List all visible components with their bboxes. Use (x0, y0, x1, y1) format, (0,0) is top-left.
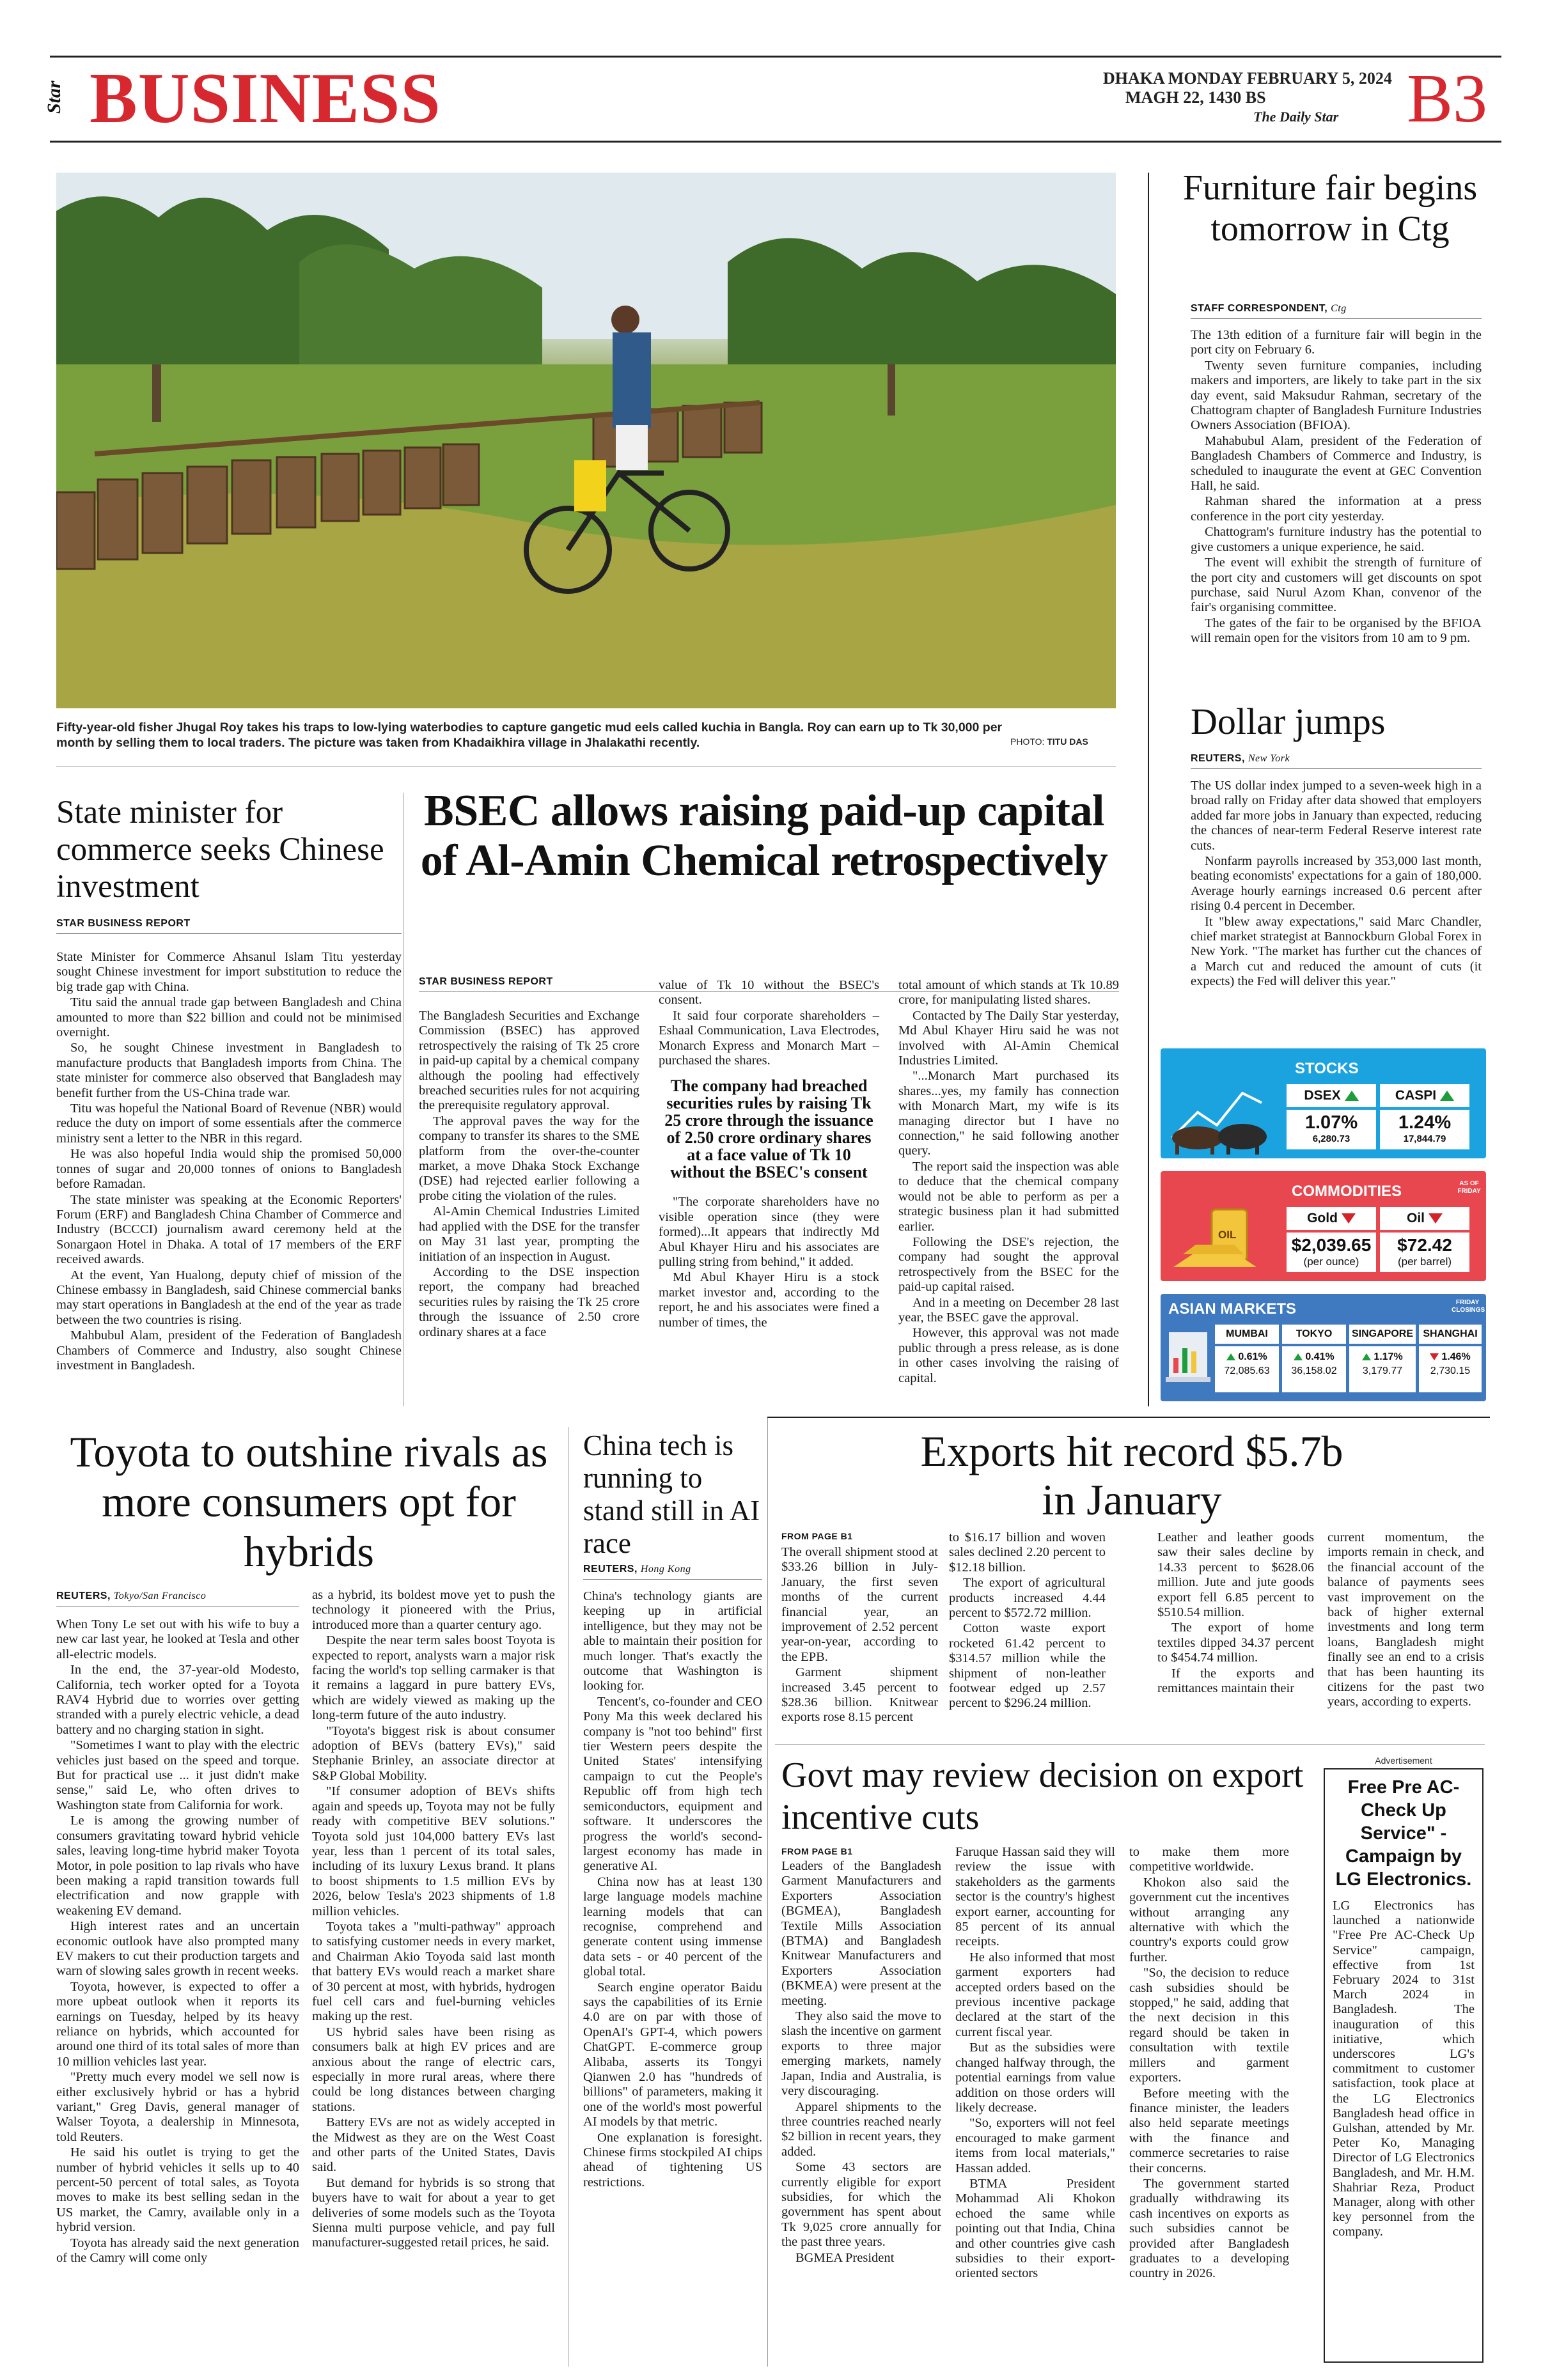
exports-from: FROM PAGE B1 (781, 1531, 853, 1541)
photo-credit-label: PHOTO: (1010, 736, 1047, 747)
paragraph: He also informed that most garment exporters had accepted orders based on the previous incentive package declared at the start of the current fiscal year. (955, 1950, 1115, 2039)
paragraph: to $16.17 billion and woven sales declined 2.20 percent to $12.18 billion. (949, 1530, 1106, 1575)
exports-headline: Exports hit record $5.7b in January (920, 1427, 1343, 1524)
commodities-illustration (1167, 1190, 1276, 1280)
furniture-headline: Furniture fair begins tomorrow in Ctg (1182, 168, 1478, 249)
paragraph: The government started gradually withdrawing its cash incentives on exports as such subsidies cannot be provided after Bangladesh graduates to a developing country in 2026. (1129, 2176, 1289, 2281)
singapore-val: 3,179.77 (1362, 1365, 1403, 1376)
paragraph: At the event, Yan Hualong, deputy chief of mission of the Chinese embassy in Bangladesh, said Chinese commercial banks may start operations in Bangladesh at the end of the year as trade between the two countries is rising. (56, 1268, 402, 1327)
paragraph: "So, the decision to reduce cash subsidies should be stopped," he said, adding that the next decision in this regard should be taken in consultation with textile millers and garment exporters. (1129, 1966, 1289, 2085)
dsex-value-cell (1287, 1110, 1376, 1149)
paragraph: The 13th edition of a furniture fair will begin in the port city on February 6. (1191, 328, 1482, 357)
singapore-label: SINGAPORE (1349, 1325, 1416, 1344)
china-headline: China tech is running to stand still in AI race (583, 1429, 760, 1559)
fisher-photo (56, 173, 1116, 708)
exports-col3 (1157, 1530, 1314, 1697)
mumbai-pct: 0.61% (1238, 1351, 1267, 1362)
toyota-byline-loc: Tokyo/San Francisco (113, 1591, 207, 1601)
paragraph: Following the DSE's rejection, the company had sought the approval retrospectively from the BSEC for the paid-up capital raised. (898, 1234, 1119, 1295)
bsec-col3 (898, 978, 1119, 1387)
up-arrow-icon (1294, 1353, 1303, 1360)
paragraph: The gates of the fair to be organised by the BFIOA will remain open for the visitors from 10 am to 9 pm. (1191, 616, 1482, 646)
china-byline-rule (583, 1579, 762, 1580)
exports-col4 (1327, 1530, 1484, 1711)
bsec-headline: BSEC allows raising paid-up capital of Al-Amin Chemical retrospectively (420, 786, 1108, 885)
state-minister-byline-rule (56, 933, 402, 934)
dsex-pct: 1.07% (1304, 1112, 1358, 1133)
paragraph: as a hybrid, its boldest move yet to push the technology it pioneered with the Prius, introduced more than a quarter century ago. (312, 1588, 555, 1632)
paragraph: The event will exhibit the strength of furniture of the port city and customers will get discounts on spot purchase, said Nurul Azom Khan, convenor of the fair's organising committee. (1191, 556, 1482, 615)
paragraph: The state minister was speaking at the Economic Reporters' Forum (ERF) and Bangladesh China Chamber of Commerce and Industry (BCCCI) journalism award ceremony held at the Sonargaon Hotel in Dhaka. A total of 17 members of the ERF received awards. (56, 1192, 402, 1267)
furniture-body (1191, 328, 1482, 647)
dollar-byline (1191, 753, 1290, 765)
paragraph: Battery EVs are not as widely accepted in the Midwest as they are on the West Coast and other parts of the United States, Davis said. (312, 2115, 555, 2175)
paragraph: current momentum, the imports remain in check, and the financial account of the balance of payments sees vast improvement on the back of higher external investments and long term loans, Bangladesh might finally see an end to a crisis that has been haunting its citizens for the past two years, according to experts. (1327, 1530, 1484, 1709)
gold-unit: (per ounce) (1303, 1256, 1359, 1268)
paragraph: Search engine operator Baidu says the capabilities of its Ernie 4.0 are on par with those of OpenAI's GPT-4, which powers ChatGPT. E-commerce group Alibaba, asserts its Tongyi Qianwen 2.0 has "hundreds of billions" of parameters, making it one of the world's most powerful AI models by that metric. (583, 1980, 762, 2129)
bsec-col1 (419, 1009, 639, 1341)
dollar-byline-rule (1191, 768, 1482, 769)
paragraph: "Pretty much every model we sell now is either exclusively hybrid or has a hybrid variant," Greg Davis, general manager of Walser Toyota, a dealership in Minnesota, told Reuters. (56, 2070, 299, 2144)
toyota-headline: Toyota to outshine rivals as more consumers opt for hybrids (70, 1427, 548, 1576)
china-byline (583, 1564, 691, 1575)
caspi-pct: 1.24% (1398, 1112, 1452, 1133)
govt-col3 (1129, 1845, 1289, 2282)
paragraph: But demand for hybrids is so strong that buyers have to wait for about a year to get deliveries of some models such as the Toyota Sienna multi purpose vehicle, and pay full manufacturer-suggested retail prices, he said. (312, 2175, 555, 2250)
furniture-byline (1191, 303, 1347, 315)
oil-val: $72.42 (1397, 1235, 1452, 1255)
paragraph: "If consumer adoption of BEVs shifts again and speeds up, Toyota may not be fully ready with competitive BEV solutions." Toyota sold just 104,000 battery EVs last year, less than 1 percent of its total sales, including of its luxury Lexus brand. It plans to boost shipments to 1.5 million EVs by 2026, below Tesla's 2023 shipments of 1.8 million vehicles. (312, 1784, 555, 1918)
paragraph: Rahman shared the information at a press conference in the port city yesterday. (1191, 494, 1482, 524)
govt-col2 (955, 1845, 1115, 2282)
gold-val: $2,039.65 (1291, 1235, 1372, 1255)
caspi-val: 17,844.79 (1403, 1133, 1446, 1144)
china-rule (767, 1418, 768, 2367)
gold-label-cell (1287, 1207, 1376, 1230)
paragraph: When Tony Le set out with his wife to buy a new car last year, he looked at Tesla and other all-electric models. (56, 1617, 299, 1661)
toyota-col1 (56, 1617, 299, 2266)
paragraph: Leather and leather goods saw their sales decline by 14.33 percent to $628.06 million. Jute and jute goods export fell 6.85 percent to $510.54 million. (1157, 1530, 1314, 1620)
oil-label-cell (1380, 1207, 1469, 1230)
mumbai-val: 72,085.63 (1224, 1365, 1270, 1376)
stocks-title: STOCKS (1295, 1060, 1359, 1077)
china-body (583, 1589, 762, 2191)
exports-col2 (949, 1530, 1106, 1712)
paragraph: Mahbubul Alam, president of the Federation of Bangladesh Chambers of Commerce and Industry, also sought Chinese investment in Bangladesh. (56, 1328, 402, 1373)
shanghai-val: 2,730.15 (1430, 1365, 1471, 1376)
commodities-panel (1161, 1171, 1486, 1281)
paragraph: And in a meeting on December 28 last year, the BSEC gave the approval. (898, 1295, 1119, 1325)
paragraph: value of Tk 10 without the BSEC's consent. (659, 978, 879, 1007)
paragraph: So, he sought Chinese investment in Bangladesh to manufacture products that Bangladesh imports from China. The state minister for commerce also observed that Bangladesh may benefit further from the US-China trade war. (56, 1041, 402, 1100)
singapore-pct: 1.17% (1374, 1351, 1403, 1362)
right-column-rule (1148, 173, 1149, 1406)
govt-headline: Govt may review decision on export incentive cuts (781, 1755, 1304, 1837)
paragraph: Leaders of the Bangladesh Garment Manufacturers and Exporters Association (BGMEA), Bangladesh Textile Mills Association (BTMA) and Bangladesh Knitwear Manufacturers and Exporters Association (BKMEA) were present at the meeting. (781, 1859, 941, 2008)
paragraph: to make them more competitive worldwide. (1129, 1845, 1289, 1874)
down-arrow-icon (1342, 1213, 1356, 1224)
paragraph: The US dollar index jumped to a seven-week high in a broad rally on Friday after data showed that employers added far more jobs in January than expected, reducing the chances of near-term Federal Reserve interest rate cuts. (1191, 779, 1482, 853)
tokyo-pct: 0.41% (1305, 1351, 1335, 1362)
china-byline-name: REUTERS, (583, 1564, 638, 1575)
dateline: DHAKA MONDAY FEBRUARY 5, 2024 (1103, 69, 1392, 88)
oil-unit: (per barrel) (1397, 1256, 1452, 1268)
toyota-byline (56, 1591, 206, 1602)
lg-advertisement (1324, 1768, 1483, 2363)
star-logo: Star (43, 81, 65, 114)
laptop-chart-illustration (1166, 1313, 1210, 1396)
photo-credit (1010, 736, 1088, 747)
stocks-panel (1161, 1048, 1486, 1158)
gold-value-cell (1287, 1233, 1376, 1272)
paragraph: Titu said the annual trade gap between Bangladesh and China amounted to more than $22 billion and could not be minimised overnight. (56, 995, 402, 1040)
paragraph: Al-Amin Chemical Industries Limited had applied with the DSE for the transfer on May 31 last year, prompting the initiation of an inspection in August. (419, 1204, 639, 1264)
dollar-byline-loc: New York (1248, 753, 1290, 764)
paragraph: Toyota has already said the next generation of the Camry will come only (56, 2236, 299, 2266)
paragraph: Md Abul Khayer Hiru is a stock market investor and, according to the report, he and his associates were fined a number of times, the (659, 1270, 879, 1330)
state-minister-byline: STAR BUSINESS REPORT (56, 918, 191, 929)
paragraph: "So, exporters will not feel encouraged to make garment items from local materials," Hassan added. (955, 2116, 1115, 2175)
dsex-label-cell (1287, 1084, 1376, 1107)
dollar-headline: Dollar jumps (1191, 701, 1386, 742)
furniture-byline-name: STAFF CORRESPONDENT, (1191, 303, 1328, 314)
paragraph: BGMEA President (795, 2250, 895, 2265)
exports-bottom-rule (775, 1744, 1485, 1745)
asian-markets-panel (1161, 1294, 1486, 1401)
paragraph: BTMA President Mohammad Ali Khokon echoed the same while pointing out that India, China and other countries give cash subsidies to their export-oriented sectors (955, 2176, 1115, 2281)
paper-name: The Daily Star (1253, 109, 1339, 125)
page-number: B3 (1407, 61, 1488, 137)
paragraph: Twenty seven furniture companies, including makers and importers, are likely to take part in the six day event, said Maksudur Rahman, secretary of the Chattogram chapter of Bangladesh Furniture Industries Owners Association (BFIOA). (1191, 358, 1482, 433)
paragraph: Le is among the growing number of consumers gravitating toward hybrid vehicle sales, leaving long-time hybrid maker Toyota Motor, in pole position to lap rivals who have been making a rapid transition towards full electrification and now grapple with weakening EV demand. (56, 1814, 299, 1918)
paragraph: However, this approval was not made public through a press release, as is done in other cases involving the raising of capital. (898, 1326, 1119, 1385)
top-rule (50, 56, 1501, 58)
toyota-col2 (312, 1588, 555, 2252)
paragraph: Faruque Hassan said they will review the issue with stakeholders as the garments sector is the country's highest export earner, accounting for 85 percent of its annual receipts. (955, 1845, 1115, 1949)
paragraph: Nonfarm payrolls increased by 353,000 last month, beating economists' expectations for a gain of 180,000. Average hourly earnings increased 0.6 percent after rising 0.4 percent in December. (1191, 854, 1482, 914)
caspi-label-cell (1380, 1084, 1469, 1107)
dollar-byline-name: REUTERS, (1191, 753, 1245, 764)
masthead-rule (50, 141, 1501, 143)
bull-bear-illustration (1166, 1068, 1271, 1157)
paragraph: It "blew away expectations," said Marc Chandler, chief market strategist at Bannockburn Global Forex in New York. "The market has further cut the chances of a March cut and reduced the amount of cuts (it expects) the Fed will deliver this year." (1191, 914, 1482, 989)
paragraph: total amount of which stands at Tk 10.89 crore, for manipulating listed shares. (898, 978, 1119, 1007)
dollar-body (1191, 779, 1482, 990)
paragraph: Chattogram's furniture industry has the potential to give customers a unique experience, he said. (1191, 525, 1482, 554)
mumbai-value-cell (1215, 1346, 1279, 1392)
paragraph: The Bangladesh Securities and Exchange Commission (BSEC) has approved retrospectively the raising of Tk 25 crore in paid-up capital by a chemical company although the pooling had effectively breached securities rules for not acquiring the prerequisite regulatory approval. (419, 1009, 639, 1113)
shanghai-label: SHANGHAI (1419, 1325, 1482, 1344)
bsec-pullquote: The company had breached securities rules by raising Tk 25 crore through the issuance of 2.50 crore ordinary shares at a face value of Tk 10 without the BSEC's consent (664, 1077, 873, 1182)
ad-body: LG Electronics has launched a nationwide "Free Pre AC-Check Up Service" campaign, effective from 1st February 2024 to 31st March 2024 in Bangladesh. The inauguration of this initiative, which underscores LG's commitment to customer satisfaction, took place at the LG Electronics Bangladesh head office in Gulshan, attended by Mr. Peter Ko, Managing Director of LG Electronics Bangladesh, and Mr. H.M. Shahriar Reza, Product Manager, along with other key personnel from the company. (1333, 1899, 1475, 2239)
paragraph: He was also hopeful India would ship the promised 50,000 tonnes of sugar and 20,000 tonnes of onions to Bangladesh before Ramadan. (56, 1147, 402, 1192)
oil-value-cell (1380, 1233, 1469, 1272)
caspi-value-cell (1380, 1110, 1469, 1149)
caspi-label: CASPI (1395, 1088, 1437, 1103)
asian-title: ASIAN MARKETS (1168, 1300, 1297, 1318)
paragraph: According to the DSE inspection report, the company had breached securities rules by raising the Tk 25 crore through the issuance of 2.50 crore ordinary shares at a face (419, 1264, 639, 1339)
bsec-byline: STAR BUSINESS REPORT (419, 976, 553, 987)
mumbai-label: MUMBAI (1215, 1325, 1279, 1344)
furniture-byline-loc: Ctg (1331, 303, 1347, 314)
paragraph: Contacted by The Daily Star yesterday, Md Abul Khayer Hiru said he was not involved with Al-Amin Chemical Industries Limited. (898, 1008, 1119, 1068)
up-arrow-icon (1345, 1091, 1359, 1101)
paragraph: The approval paves the way for the company to transfer its shares to the SME platform from the over-the-counter market, a move Dhaka Stock Exchange (DSE) had rejected earlier following a probe citing the violation of the rules. (419, 1114, 639, 1203)
paragraph: The report said the inspection was able to deduce that the chemical company would not be able to perform as per a strategic business plan it had submitted earlier. (898, 1159, 1119, 1234)
china-byline-loc: Hong Kong (640, 1564, 691, 1575)
shanghai-value-cell (1419, 1346, 1482, 1392)
state-minister-body (56, 950, 402, 1374)
dsex-val: 6,280.73 (1312, 1133, 1350, 1144)
govt-from: FROM PAGE B1 (781, 1846, 853, 1856)
oil-barrel-text: OIL (1218, 1229, 1237, 1241)
paragraph: Garment shipment increased 3.45 percent to $28.36 billion. Knitwear exports rose 8.15 percent (781, 1665, 938, 1725)
photo-illustration (56, 173, 1116, 708)
exports-col1 (781, 1545, 938, 1726)
paragraph: The export of home textiles dipped 34.37 percent to $454.74 million. (1157, 1621, 1314, 1665)
gold-label: Gold (1307, 1211, 1338, 1225)
shanghai-pct: 1.46% (1441, 1351, 1471, 1362)
paragraph: But as the subsidies were changed halfway through, the potential earnings from value addition on those orders will likely decrease. (955, 2041, 1115, 2115)
paragraph: Despite the near term sales boost Toyota is expected to report, analysts warn a major risk facing the world's top selling carmaker is that it remains a laggard in pure battery EVs, which are widely viewed as making up the long-term future of the auto industry. (312, 1633, 555, 1723)
photo-caption: Fifty-year-old fisher Jhugal Roy takes his traps to low-lying waterbodies to capture gangetic mud eels called kuchia in Bangla. Roy can earn up to Tk 30,000 per month by selling them to local traders. The picture was taken from Khadaikhira village in Jhalakathi recently. (56, 720, 1003, 750)
paragraph: Toyota, however, is expected to offer a more upbeat outlook when it reports its earnings on Tuesday, helped by its heavy reliance on hybrids, which accounted for around one third of its total sales of more than 10 million vehicles last year. (56, 1979, 299, 2069)
paragraph: China's technology giants are keeping up in artificial intelligence, but they may not be able to maintain their position for much longer. That's exactly the outcome that Washington is looking for. (583, 1589, 762, 1693)
paragraph: Khokon also said the government cut the incentives without arranging any alternative with which the country's exports could grow further. (1129, 1875, 1289, 1964)
dateline-bs: MAGH 22, 1430 BS (1125, 88, 1266, 107)
toyota-byline-name: REUTERS, (56, 1591, 111, 1601)
furniture-byline-rule (1191, 318, 1482, 319)
paragraph: State Minister for Commerce Ahsanul Islam Titu yesterday sought Chinese investment for import substitution to reduce the big trade gap with China. (56, 950, 402, 994)
paragraph: "Sometimes I want to play with the electric vehicles just based on the speed and torque. But for practical use ... it just didn't make sense," said Le, who often drives to Washington state from California for work. (56, 1738, 299, 1812)
paragraph: "Toyota's biggest risk is about consumer adoption of BEVs (battery EVs)," said Stephanie Brinley, an associate director at S&P Global Mobility. (312, 1723, 555, 1783)
down-arrow-icon (1430, 1353, 1439, 1360)
tokyo-val: 36,158.02 (1291, 1365, 1337, 1376)
commodities-title: COMMODITIES (1292, 1183, 1402, 1200)
section-title: BUSINESS (90, 59, 441, 138)
paragraph: US hybrid sales have been rising as consumers balk at high EV prices and are anxious about the range of electric cars, especially in more rural areas, where there could be long distances between charging stations. (312, 2025, 555, 2114)
photo-credit-name: TITU DAS (1047, 736, 1088, 747)
paragraph: The overall shipment stood at $33.26 billion in July-January, the first seven months of the current financial year, an improvement of 2.52 percent year-on-year, according to the EPB. (781, 1545, 938, 1664)
tokyo-label: TOKYO (1282, 1325, 1346, 1344)
ad-title: Free Pre AC- Check Up Service" -Campaign by LG Electronics. (1335, 1777, 1472, 1890)
paragraph: One explanation is foresight. Chinese firms stockpiled AI chips ahead of tightening US restrictions. (583, 2130, 762, 2189)
up-arrow-icon (1440, 1091, 1454, 1101)
paragraph: They also said the move to slash the incentive on garment exports to three major emerging markets, namely Japan, India and Australia, is very discouraging. (781, 2009, 941, 2099)
paragraph: High interest rates and an uncertain economic outlook have also prompted many EV makers to cut their production targets and warn of slowing sales growth in recent weeks. (56, 1919, 299, 1979)
paragraph: Before meeting with the finance minister, the leaders also held separate meetings with the finance and commerce secretaries to raise their concerns. (1129, 2086, 1289, 2175)
ad-label: Advertisement (1375, 1755, 1432, 1766)
singapore-value-cell (1349, 1346, 1416, 1392)
paragraph: Some 43 sectors are currently eligible for export subsidies, for which the government has spent about Tk 9,025 crore annually for the past three years. (781, 2160, 941, 2250)
commodities-asof: AS OF FRIDAY (1457, 1180, 1481, 1195)
paragraph: "...Monarch Mart purchased its shares...yes, my family has connection with Monarch Mart, my wife is its managing director but I have no connection," he said following another query. (898, 1069, 1119, 1158)
oil-label: Oil (1406, 1211, 1425, 1225)
paragraph: Tencent's, co-founder and CEO Pony Ma this week declared his company is "not too behind" first tier Western peers despite the United States' intensifying campaign to cut the People's Republic off from high tech semiconductors, equipment and software. It underscores the progress the world's second-largest economy has made in generative AI. (583, 1694, 762, 1874)
paragraph: China now has at least 130 large language models machine learning models that can recognise, comprehend and generate content using immense data sets - or 40 percent of the global total. (583, 1874, 762, 1979)
paragraph: Toyota takes a "multi-pathway" approach to satisfying customer needs in every market, and Chairman Akio Toyoda said last month that battery EVs would reach a market share of 30 percent at most, with hybrids, hydrogen fuel cell cars and fuel-burning vehicles making up the rest. (312, 1919, 555, 2024)
tokyo-value-cell (1282, 1346, 1346, 1392)
paragraph: In the end, the 37-year-old Modesto, California, tech worker opted for a Toyota RAV4 Hybrid due to worries over getting stranded with a purely electric vehicle, a dead battery and no charging station in sight. (56, 1663, 299, 1737)
paragraph: Apparel shipments to the three countries reached nearly $2 billion in recent years, they added. (781, 2099, 941, 2159)
up-arrow-icon (1362, 1353, 1371, 1360)
paragraph: The export of agricultural products increased 4.44 percent to $572.72 million. (949, 1576, 1106, 1621)
paragraph: If the exports and remittances maintain their (1157, 1666, 1314, 1696)
govt-col1 (781, 1859, 941, 2266)
lower-section-rule (767, 1417, 1490, 1418)
bsec-col2 (659, 978, 879, 1331)
paragraph: It said four corporate shareholders – Eshaal Communication, Lava Electrodes, Monarch Express and Monarch Mart – purchased the shares. (659, 1008, 879, 1068)
down-arrow-icon (1429, 1213, 1443, 1224)
paragraph: Titu was hopeful the National Board of Revenue (NBR) would reduce the duty on import of some essentials after the commerce ministry sent a letter to the NBR in this regard. (56, 1101, 402, 1146)
up-arrow-icon (1226, 1353, 1235, 1360)
paragraph: Mahabubul Alam, president of the Federation of Bangladesh Chambers of Commerce and Industry, is scheduled to inaugurate the event at GEC Convention Hall, he said. (1191, 433, 1482, 494)
state-minister-headline: State minister for commerce seeks Chinese investment (56, 795, 384, 905)
dsex-label: DSEX (1304, 1088, 1341, 1103)
paragraph: He said his outlet is trying to get the number of hybrid vehicles it sells up to 40 percent-50 percent of total sales, as Toyota moves to make its best selling sedan in the US market, the Camry, available only in a hybrid version. (56, 2145, 299, 2235)
paragraph: "The corporate shareholders have no visible operation since (they were formed)...It appears that indirectly Md Abul Khayer Hiru and his associates are pulling string from behind," it added. (659, 1195, 879, 1270)
asian-closings: FRIDAY CLOSINGS (1452, 1299, 1485, 1314)
paragraph: Cotton waste export rocketed 61.42 percent to $314.57 million while the shipment of non-leather footwear edged up 2.57 percent to $296.24 million. (949, 1621, 1106, 1711)
